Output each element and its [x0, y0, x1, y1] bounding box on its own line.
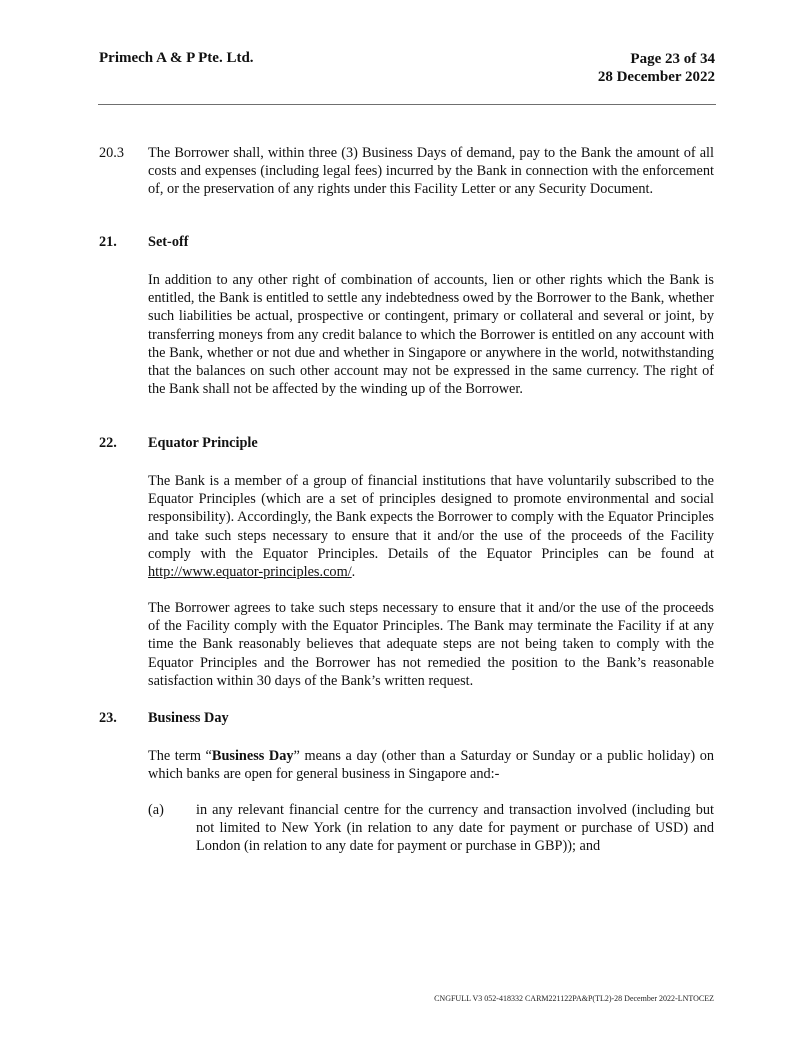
- clause-20-3-text: The Borrower shall, within three (3) Business Days of demand, pay to the Bank the amount of all costs and expenses (including legal fees) incurred by the Bank in connection with the enforcement of, or the preservation of any rights under this Facility Letter or any Security Document.: [148, 145, 714, 198]
- header-date: 28 December 2022: [597, 69, 715, 85]
- clause-22-paragraph-2: The Borrower agrees to take such steps necessary to ensure that it and/or the use of the proceeds of the Facility comply with the Equator Principles. The Bank may terminate the Facility if at any time the Bank reasonably believes that adequate steps are not being taken to comply with the Equator Principles and the Borrower has not remedied the position to the Bank’s reasonable satisfaction within 30 days of the Bank’s written request.: [148, 600, 714, 689]
- header-company: Primech A & P Pte. Ltd.: [99, 50, 254, 66]
- equator-principles-link[interactable]: http://www.equator-principles.com/: [148, 564, 352, 581]
- business-day-term: Business Day: [211, 748, 294, 764]
- clause-23-number: 23.: [99, 710, 117, 726]
- clause-22-number: 22.: [99, 435, 117, 451]
- clause-21-text: In addition to any other right of combination of accounts, lien or other rights which the Bank is entitled, the Bank is entitled to settle any indebtedness owed by the Borrower to the Bank, whether such liabilities be actual, prospective or contingent, primary or collateral and several or joint, by transferring moneys from any credit balance to which the Borrower is entitled on any account with the Bank, whether or not due and whether in Singapore or anywhere in the world, notwithstanding that the balances on such other account may not be expressed in the same currency. The right of the Bank shall not be affected by the winding up of the Borrower.: [148, 272, 714, 398]
- clause-22-paragraph-1-text: The Bank is a member of a group of financial institutions that have voluntarily subscribed to the Equator Principles (which are a set of principles designed to promote environmental and social responsibility). Accordingly, the Bank expects the Borrower to comply with the Equator Principles and take such steps necessary to ensure that it and/or the use of the proceeds of the Facility comply with the Equator Principles. Details of the Equator Principles can be found at: [148, 473, 714, 562]
- header-divider: [98, 104, 716, 105]
- item-a-label: (a): [148, 802, 164, 818]
- clause-23-intro-before: The term “: [148, 748, 212, 764]
- clause-22-paragraph-1: [148, 472, 714, 581]
- clause-21-number: 21.: [99, 234, 117, 250]
- clause-22-title: Equator Principle: [148, 435, 258, 451]
- item-a-text: in any relevant financial centre for the currency and transaction involved (including but not limited to New York (in relation to any date for payment or purchase of USD) and London (in relation to any date for payment or purchase in GBP)); and: [196, 802, 714, 855]
- header-page-info: [598, 50, 715, 86]
- clause-21-title: Set-off: [148, 234, 189, 250]
- clause-20-3-number: 20.3: [99, 145, 125, 161]
- clause-23-intro-after: ” means a day (other than a Saturday or Sunday or a public holiday) on which banks are open for general business in Singapore and:-: [148, 748, 714, 783]
- clause-23-intro: [148, 747, 714, 783]
- footer-reference: CNGFULL V3 052-418332 CARM221122PA&P(TL2)-28 December 2022-LNTOCEZ: [434, 994, 714, 1003]
- clause-22-paragraph-1-end: .: [351, 564, 356, 581]
- clause-23-title: Business Day: [148, 710, 229, 726]
- header-page-number: Page 23 of 34: [630, 51, 715, 67]
